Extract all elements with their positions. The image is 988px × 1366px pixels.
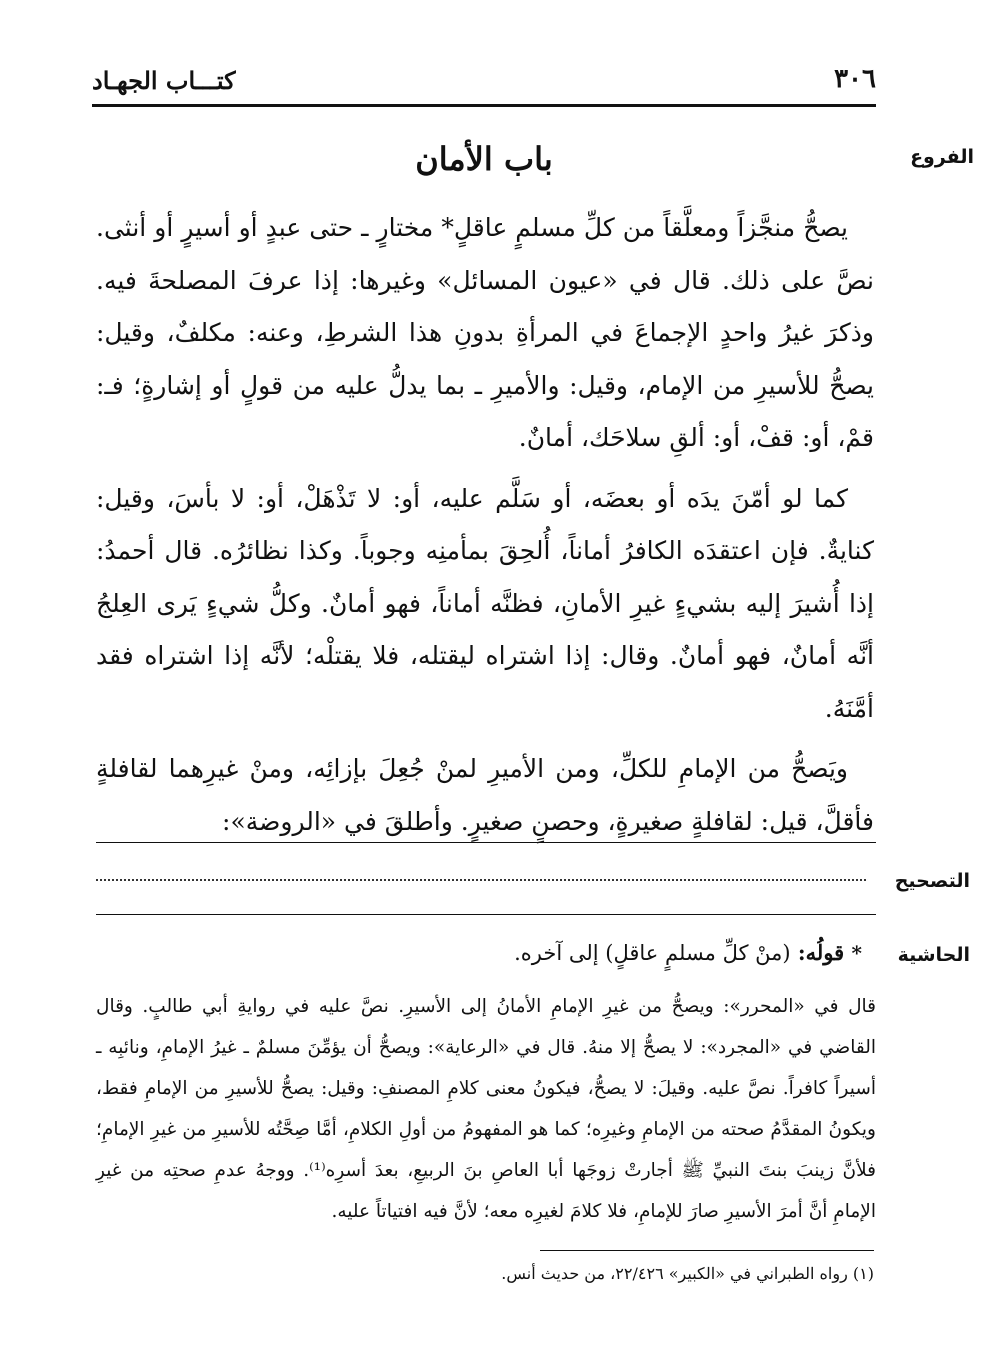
page-number: ٣٠٦ [834, 64, 876, 94]
hashiya-paragraph: قال في «المحرر»: ويصحُّ من غيرِ الإمامِ الأمانُ إلى الأسيرِ. نصَّ عليه في روايةِ أبي طالبٍ. وقال القاضي في «المجرد»: لا يصحُّ إلا منهُ. قال في «الرعاية»: ويصحُّ أن يؤمِّنَ مسلمٌ ـ غيرُ الإمامِ، ونائبِه ـ أسيراً كافراً. نصَّ عليه. وقيلَ: لا يصحُّ، فيكونُ معنى كلامِ المصنفِ: وقيل: يصحُّ للأسيرِ من الإمامِ فقط، ويكونُ المقدَّمُ صحته من الإمامِ وغيرِه؛ كما هو المفهومُ من أولِ الكلامِ، أمَّا صِحَّتُه للأسيرِ من غيرِ الإمامِ؛ فلأنَّ زينبَ بنتَ النبيِّ ﷺ أجارتْ زوجَها أبا العاصِ بنَ الربيعِ، بعدَ أسرِه⁽¹⁾. ووجهُ عدمِ صحتِه من غيرِ الإمامِ أنَّ أمرَ الأسيرِ صارَ للإمامِ، فلا كلامَ لغيرِه معه؛ لأنَّ فيه افتياتاً عليه. [96, 996, 876, 1222]
lemma-label: قولُه: [797, 940, 845, 965]
side-label-furu: الفروع [910, 146, 974, 168]
lemma-quote: (منْ كلِّ مسلمٍ عاقلٍ) إلى آخره. [514, 941, 791, 965]
chapter-title: باب الأمان [415, 140, 553, 178]
main-paragraph: يصحُّ منجَّزاً ومعلَّقاً من كلِّ مسلمٍ عاقلٍ* مختارٍ ـ حتى عبدٍ أو أسيرٍ أو أنثى. نصَّ على ذلك. قال في «عيون المسائل» وغيرها: إذا عرفَ المصلحةَ فيه. وذكرَ غيرُ واحدٍ الإجماعَ في المرأةِ بدونِ هذا الشرطِ، وعنه: مكلفٌ، وقيل: يصحُّ للأسيرِ من الإمام، وقيل: والأميرِ ـ بما يدلُّ عليه من قولٍ أو إشارةٍ؛ فـ: قمْ، أو: قفْ، أو: ألقِ سلاحَك، أمانٌ. [96, 213, 874, 452]
hashiya-text [96, 986, 876, 1232]
footnote: (١) رواه الطبراني في «الكبير» ٢٢/٤٢٦، من حديث أنس. [501, 1264, 874, 1283]
page-header [92, 62, 876, 98]
tashih-dotted-line [96, 879, 866, 881]
header-rule [92, 104, 876, 107]
section-divider [96, 914, 876, 915]
side-label-hashiya: الحاشية [897, 944, 970, 966]
hashiya-lemma [96, 940, 862, 965]
asterisk-marker: * [851, 941, 862, 965]
section-divider [96, 842, 876, 843]
running-title: كتـــاب الجهـاد [92, 66, 236, 95]
main-text [96, 202, 874, 856]
main-paragraph: ويَصحُّ من الإمامِ للكلِّ، ومن الأميرِ لمنْ جُعِلَ بإزائِه، ومنْ غيرِهما لقافلةٍ فأقلَّ، قيل: لقافلةٍ صغيرةٍ، وحصنٍ صغيرٍ. وأطلقَ في «الروضة»: [96, 754, 874, 836]
side-label-tashih: التصحيح [894, 870, 970, 892]
main-paragraph: كما لو أمّنَ يدَه أو بعضَه، أو سَلَّم عليه، أو: لا تَذْهَلْ، أو: لا بأسَ، وقيل: كنايةٌ. فإن اعتقدَه الكافرُ أماناً، أُلحِقَ بمأمنِه وجوباً. وكذا نظائرُه. قال أحمدُ: إذا أُشيرَ إليه بشيءٍ غيرِ الأمانِ، فظنَّه أماناً، فهو أمانٌ. وكلُّ شيءٍ يَرى العِلجُ أنَّه أمانٌ، فهو أمانٌ. وقال: إذا اشتراه ليقتله، فلا يقتلْه؛ لأنَّه إذا اشتراه فقد أمَّنَهُ. [96, 483, 875, 723]
footnote-rule [540, 1250, 874, 1251]
